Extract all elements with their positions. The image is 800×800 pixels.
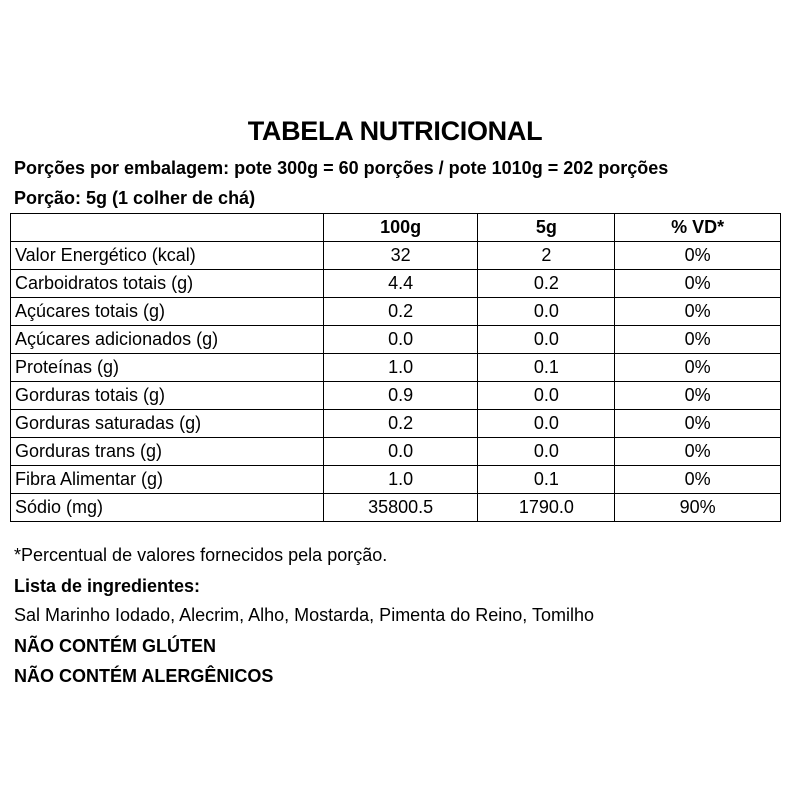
table-header-row: [11, 214, 781, 242]
nutrient-name: Carboidratos totais (g): [11, 270, 324, 298]
value-daily-percent: 0%: [615, 326, 781, 354]
ingredients-title: Lista de ingredientes:: [14, 576, 201, 596]
value-daily-percent: 0%: [615, 438, 781, 466]
value-daily-percent: 0%: [615, 242, 781, 270]
footnote: *Percentual de valores fornecidos pela porção.: [14, 545, 388, 565]
serving-size: Porção: 5g (1 colher de chá): [14, 188, 256, 208]
allergen-notice: NÃO CONTÉM ALERGÊNICOS: [14, 666, 274, 686]
header-nutrient: [11, 214, 324, 242]
nutrient-name: Gorduras totais (g): [11, 382, 324, 410]
value-daily-percent: 0%: [615, 270, 781, 298]
value-daily-percent: 90%: [615, 494, 781, 522]
value-per-5g: 0.0: [478, 382, 615, 410]
table-row: [11, 298, 781, 326]
value-per-5g: 0.0: [478, 298, 615, 326]
table-row: [11, 242, 781, 270]
nutrient-name: Sódio (mg): [11, 494, 324, 522]
nutrient-name: Fibra Alimentar (g): [11, 466, 324, 494]
value-daily-percent: 0%: [615, 410, 781, 438]
gluten-notice: NÃO CONTÉM GLÚTEN: [14, 636, 216, 656]
portions-per-package: Porções por embalagem: pote 300g = 60 porções / pote 1010g = 202 porções: [14, 158, 669, 178]
value-per-100g: 32: [323, 242, 478, 270]
value-per-5g: 0.1: [478, 466, 615, 494]
value-per-100g: 0.0: [323, 326, 478, 354]
value-daily-percent: 0%: [615, 466, 781, 494]
header-per-100g: 100g: [323, 214, 478, 242]
value-per-5g: 2: [478, 242, 615, 270]
value-daily-percent: 0%: [615, 298, 781, 326]
table-row: [11, 494, 781, 522]
ingredients-list: Sal Marinho Iodado, Alecrim, Alho, Mostarda, Pimenta do Reino, Tomilho: [14, 605, 594, 625]
nutrient-name: Gorduras trans (g): [11, 438, 324, 466]
table-row: [11, 466, 781, 494]
nutrient-name: Gorduras saturadas (g): [11, 410, 324, 438]
nutrition-table: [10, 213, 781, 522]
table-row: [11, 438, 781, 466]
value-per-100g: 0.0: [323, 438, 478, 466]
value-per-100g: 0.9: [323, 382, 478, 410]
nutrient-name: Açúcares adicionados (g): [11, 326, 324, 354]
table-row: [11, 382, 781, 410]
header-daily-value: % VD*: [615, 214, 781, 242]
table-row: [11, 270, 781, 298]
value-per-5g: 1790.0: [478, 494, 615, 522]
value-per-100g: 0.2: [323, 410, 478, 438]
header-per-5g: 5g: [478, 214, 615, 242]
table-row: [11, 354, 781, 382]
nutrient-name: Açúcares totais (g): [11, 298, 324, 326]
table-row: [11, 410, 781, 438]
value-per-5g: 0.1: [478, 354, 615, 382]
value-per-100g: 1.0: [323, 466, 478, 494]
page-title: TABELA NUTRICIONAL: [247, 116, 543, 146]
value-per-5g: 0.0: [478, 438, 615, 466]
value-per-5g: 0.0: [478, 410, 615, 438]
value-per-5g: 0.0: [478, 326, 615, 354]
value-per-100g: 1.0: [323, 354, 478, 382]
nutrient-name: Proteínas (g): [11, 354, 324, 382]
value-per-100g: 4.4: [323, 270, 478, 298]
table-row: [11, 326, 781, 354]
value-per-100g: 35800.5: [323, 494, 478, 522]
value-per-100g: 0.2: [323, 298, 478, 326]
value-daily-percent: 0%: [615, 382, 781, 410]
nutrient-name: Valor Energético (kcal): [11, 242, 324, 270]
value-per-5g: 0.2: [478, 270, 615, 298]
value-daily-percent: 0%: [615, 354, 781, 382]
